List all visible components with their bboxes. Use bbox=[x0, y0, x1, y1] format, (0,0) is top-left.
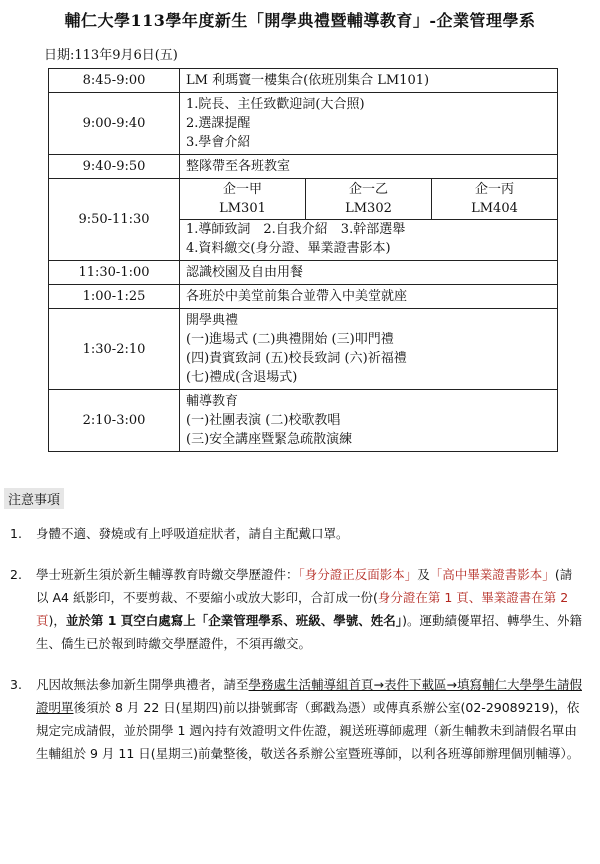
notice-number: 1. bbox=[10, 526, 22, 541]
schedule-row bbox=[49, 179, 558, 261]
schedule-activity bbox=[180, 309, 558, 390]
notice-text-segment: 凡因故無法參加新生開學典禮者，請至 bbox=[36, 677, 249, 692]
activity-line: 輔導教育 bbox=[186, 394, 239, 409]
schedule-time: 9:50-11:30 bbox=[49, 179, 180, 261]
activity-line: 1.導師致詞 2.自我介紹 3.幹部選舉 bbox=[186, 222, 406, 237]
notice-text bbox=[36, 673, 584, 765]
schedule-time: 1:30-2:10 bbox=[49, 309, 180, 390]
schedule-row bbox=[49, 261, 558, 285]
class-name: 企一丙 bbox=[474, 182, 514, 197]
schedule-activity bbox=[180, 93, 558, 155]
class-room-cell bbox=[180, 179, 305, 219]
schedule-row bbox=[49, 285, 558, 309]
notice-text-segment: )。運動績優單招、轉學生、外籍生、僑生已於報到時繳交學歷證件，不須再繳交。 bbox=[36, 613, 582, 651]
schedule-row bbox=[49, 69, 558, 93]
notice-text bbox=[36, 563, 584, 655]
class-room-grid bbox=[180, 179, 557, 220]
class-room: LM302 bbox=[345, 201, 392, 216]
class-name: 企一乙 bbox=[348, 182, 388, 197]
notice-text-segment: )， bbox=[48, 613, 66, 628]
class-room-cell bbox=[305, 179, 431, 219]
notice-list bbox=[10, 522, 584, 783]
schedule-activity bbox=[180, 155, 558, 179]
schedule-activity bbox=[180, 261, 558, 285]
notice-item-1 bbox=[10, 522, 584, 545]
activity-line: 4.資料繳交(身分證、畢業證書影本) bbox=[186, 241, 391, 256]
notice-emphasis: 並於第 1 頁空白處寫上「企業管理學系、班級、學號、姓名」 bbox=[65, 613, 403, 628]
activity-line: 3.學會介紹 bbox=[186, 135, 251, 150]
schedule-row bbox=[49, 309, 558, 390]
schedule-activity bbox=[180, 69, 558, 93]
notice-item-2 bbox=[10, 563, 584, 655]
notice-text-segment: (請以 A4 紙影印，不要剪裁、不要縮小或放大影印，合訂成一份( bbox=[36, 567, 573, 605]
schedule-row bbox=[49, 155, 558, 179]
notice-highlight: 身分證在第 1 頁、畢業證書在第 2 頁 bbox=[36, 590, 569, 628]
schedule-time: 8:45-9:00 bbox=[49, 69, 180, 93]
schedule-activity bbox=[180, 285, 558, 309]
activity-line: (一)社團表演 (二)校歌教唱 bbox=[186, 413, 341, 428]
activity-line: (七)禮成(含退場式) bbox=[186, 370, 298, 385]
activity-line: 1.院長、主任致歡迎詞(大合照) bbox=[186, 97, 365, 112]
class-name: 企一甲 bbox=[222, 182, 262, 197]
schedule-activity bbox=[180, 179, 558, 261]
activity-line: (三)安全講座暨緊急疏散演練 bbox=[186, 432, 353, 447]
notice-item-3 bbox=[10, 673, 584, 765]
activity-line: LM 利瑪竇一樓集合(依班別集合 LM101) bbox=[186, 73, 430, 88]
notice-highlight: 「身分證正反面影本」 bbox=[298, 567, 418, 582]
activity-line: 開學典禮 bbox=[186, 313, 239, 328]
activity-line: 各班於中美堂前集合並帶入中美堂就座 bbox=[186, 289, 408, 304]
schedule-activity bbox=[180, 390, 558, 452]
class-room: LM301 bbox=[219, 201, 266, 216]
schedule-time: 1:00-1:25 bbox=[49, 285, 180, 309]
activity-line: 認識校園及自由用餐 bbox=[186, 265, 304, 280]
class-room-cell bbox=[431, 179, 557, 219]
schedule-time: 11:30-1:00 bbox=[49, 261, 180, 285]
schedule-table bbox=[48, 68, 558, 452]
activity-line: (四)貴賓致詞 (五)校長致詞 (六)祈福禮 bbox=[186, 351, 407, 366]
event-date: 日期:113年9月6日(五) bbox=[44, 48, 178, 63]
activity-line: 2.選課提醒 bbox=[186, 116, 251, 131]
notice-text: 身體不適、發燒或有上呼吸道症狀者，請自主配戴口罩。 bbox=[36, 526, 349, 541]
schedule-row bbox=[49, 93, 558, 155]
notice-text-segment: 學士班新生須於新生輔導教育時繳交學歷證件： bbox=[36, 567, 299, 582]
class-room: LM404 bbox=[471, 201, 518, 216]
notice-text-segment: 及 bbox=[417, 567, 430, 582]
page-title: 輔仁大學113學年度新生「開學典禮暨輔導教育」-企業管理學系 bbox=[64, 11, 536, 30]
schedule-time: 9:00-9:40 bbox=[49, 93, 180, 155]
notice-number: 3. bbox=[10, 677, 22, 692]
notice-heading: 注意事項 bbox=[4, 488, 64, 509]
activity-line: 整隊帶至各班教室 bbox=[186, 159, 291, 174]
schedule-row bbox=[49, 390, 558, 452]
schedule-time: 2:10-3:00 bbox=[49, 390, 180, 452]
schedule-time: 9:40-9:50 bbox=[49, 155, 180, 179]
notice-highlight: 「高中畢業證書影本」 bbox=[429, 567, 555, 582]
notice-number: 2. bbox=[10, 567, 22, 582]
activity-line: (一)進場式 (二)典禮開始 (三)叩門禮 bbox=[186, 332, 394, 347]
notice-text-segment: 後須於 8 月 22 日(星期四)前以掛號郵寄（郵戳為憑）或傳真系辦公室(02-29089219)，依規定完成請假，並於開學 1 週內持有效證明文件佐證，親送班導師處理（新生輔教未到請假名單由生輔組於 9 月 11 日(星期三)前彙整後，敬送各系辦公室暨班導師，以利各班導師辦理個別輔導）。 bbox=[36, 700, 580, 761]
notice-link-text: 學務處生活輔導組首頁→表件下載區→填寫輔仁大學學生請假證明單 bbox=[36, 677, 582, 715]
